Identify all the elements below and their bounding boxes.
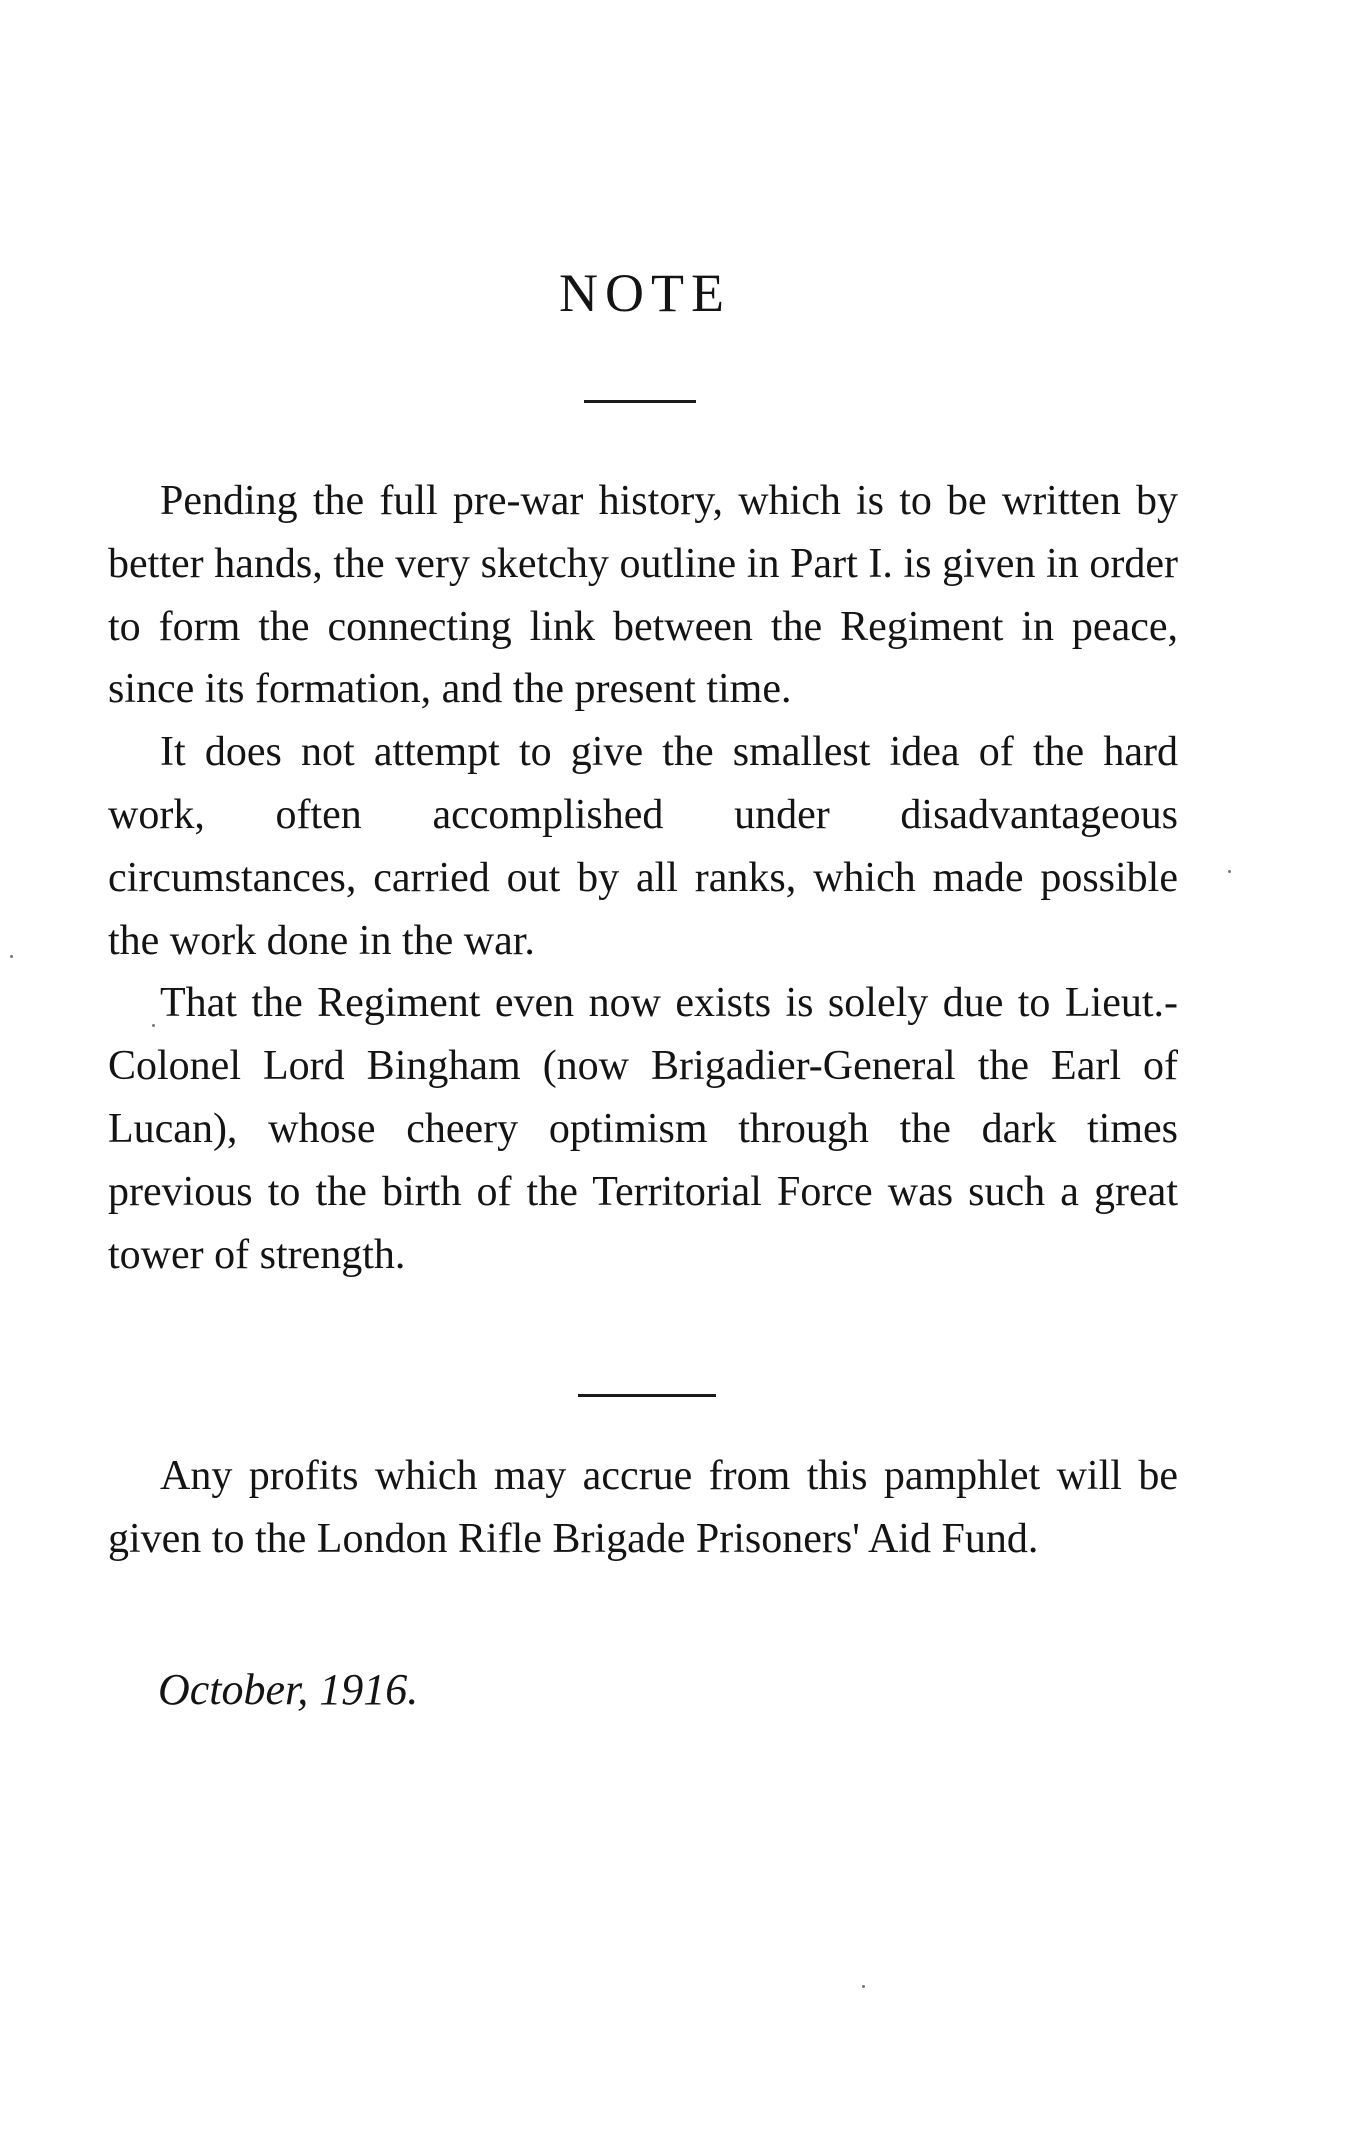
date-line: October, 1916. bbox=[158, 1665, 419, 1714]
scan-speck bbox=[1228, 870, 1231, 873]
profits-section bbox=[108, 1445, 1178, 1571]
scan-speck bbox=[152, 1024, 155, 1027]
scan-speck bbox=[862, 1985, 865, 1988]
paragraph-profits: Any profits which may accrue from this pamphlet will be given to the London Rifle Brigade Prisoners' Aid Fund. bbox=[108, 1453, 1178, 1562]
title-divider bbox=[584, 400, 696, 403]
section-divider bbox=[578, 1394, 716, 1397]
page-title: NOTE bbox=[559, 263, 731, 323]
note-body bbox=[108, 470, 1178, 1286]
paragraph-hard-work: It does not attempt to give the smallest idea of the hard work, often accomplished under disadvantageous circumstances, carried out by all ranks, which made possible the work done in the war. bbox=[108, 729, 1178, 964]
paragraph-regiment-exists: That the Regiment even now exists is solely due to Lieut.-Colonel Lord Bingham (now Brigadier-General the Earl of Lucan), whose cheery optimism through the dark times previous to the birth of the Territorial Force was such a great tower of strength. bbox=[108, 980, 1178, 1278]
paragraph-pending-history: Pending the full pre-war history, which is to be written by better hands, the very sketchy outline in Part I. is given in order to form the connecting link between the Regiment in peace, since its formation, and the present time. bbox=[108, 478, 1178, 713]
scan-speck bbox=[10, 955, 13, 958]
